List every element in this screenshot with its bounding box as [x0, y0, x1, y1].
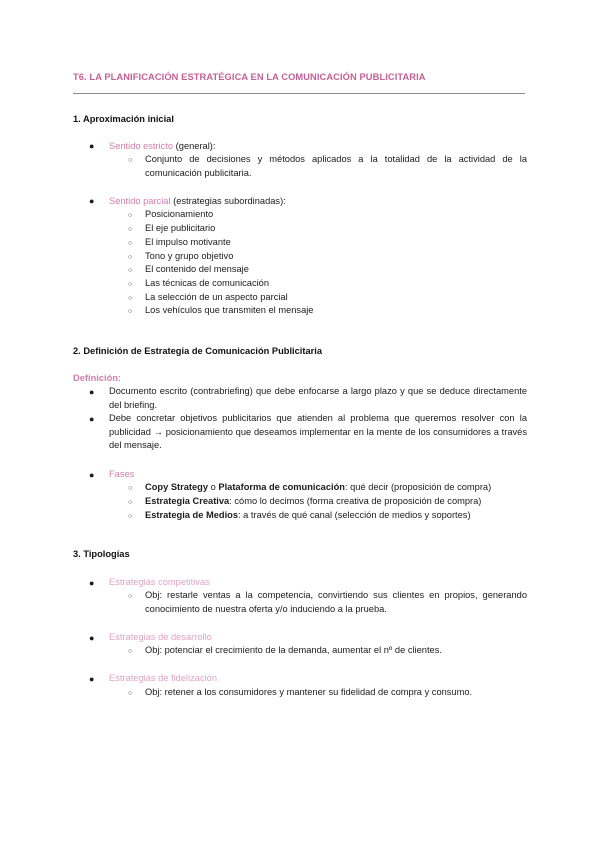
tipologia-objetivo: Obj: potenciar el crecimiento de la demanda, aumentar el nº de clientes. [145, 645, 442, 655]
fase-connector: o [208, 482, 219, 492]
list-item: La selección de un aspecto parcial [145, 292, 288, 302]
list-item: El contenido del mensaje [145, 264, 249, 274]
sub-bullet-icon: ○ [128, 212, 133, 219]
list-item: Posicionamiento [145, 209, 214, 219]
sub-bullet-icon: ○ [128, 308, 133, 315]
sentido-parcial-line [109, 195, 286, 208]
sub-bullet-icon: ○ [128, 513, 133, 520]
fase-description: : qué decir (proposición de compra) [344, 482, 492, 492]
sub-bullet-icon: ○ [128, 240, 133, 247]
definicion-label: Definición: [73, 373, 122, 383]
list-item: Conjunto de decisiones y métodos aplicados a la totalidad de la actividad de la comunicación publicitaria. [145, 154, 527, 178]
bullet-icon: ● [89, 387, 95, 397]
sub-bullet-icon: ○ [128, 593, 133, 600]
fase-term: Plataforma de comunicación [218, 482, 345, 492]
sentido-estricto-label: Sentido estricto [109, 141, 174, 151]
sub-bullet-icon: ○ [128, 157, 133, 164]
definicion-item: Debe concretar objetivos publicitarios que atienden al problema que queremos resolver con la publicidad → posicionamiento que deseamos implementar en la mente de los consumidores a través del mensaje. [109, 413, 527, 450]
fase-description: : cómo lo decimos (forma creativa de proposición de compra) [229, 496, 482, 506]
fase-description: : a través de qué canal (selección de medios y soportes) [238, 510, 471, 520]
tipologia-label: Estrategias de desarrollo [109, 632, 212, 642]
fases-label: Fases [109, 469, 135, 479]
fase-term: Estrategia de Medios [145, 510, 238, 520]
bullet-icon: ● [89, 414, 95, 424]
title-divider [73, 93, 525, 94]
list-item: El eje publicitario [145, 223, 216, 233]
list-item: Los vehículos que transmiten el mensaje [145, 305, 314, 315]
tipologia-objetivo: Obj: restarle ventas a la competencia, convirtiendo sus clientes en propios, generando conocimiento de nuestra oferta y/o induciendo a la prueba. [145, 590, 527, 614]
tipologia-label: Estrategias competitivas [109, 577, 210, 587]
definicion-item: Documento escrito (contrabriefing) que debe enfocarse a largo plazo y que se deduce directamente del briefing. [109, 386, 527, 410]
sub-bullet-icon: ○ [128, 267, 133, 274]
bullet-icon: ● [89, 674, 95, 684]
sentido-estricto-line [109, 140, 215, 153]
sentido-parcial-suffix: (estrategias subordinadas): [170, 196, 286, 206]
sub-bullet-icon: ○ [128, 281, 133, 288]
bullet-icon: ● [89, 141, 95, 151]
fase-item [145, 481, 527, 495]
section-3-heading: 3. Tipologías [73, 549, 130, 559]
section-2-heading: 2. Definición de Estrategia de Comunicación Publicitaria [73, 346, 323, 356]
tipologia-label: Estrategias de fidelización [109, 673, 218, 683]
sub-bullet-icon: ○ [128, 648, 133, 655]
sentido-parcial-label: Sentido parcial [109, 196, 171, 206]
section-1-heading: 1. Aproximación inicial [73, 114, 174, 124]
bullet-icon: ● [89, 470, 95, 480]
fase-term: Estrategia Creativa [145, 496, 230, 506]
sub-bullet-icon: ○ [128, 254, 133, 261]
bullet-icon: ● [89, 633, 95, 643]
sub-bullet-icon: ○ [128, 226, 133, 233]
bullet-icon: ● [89, 578, 95, 588]
sub-bullet-icon: ○ [128, 690, 133, 697]
fase-term: Copy Strategy [145, 482, 209, 492]
list-item: El impulso motivante [145, 237, 231, 247]
sub-bullet-icon: ○ [128, 295, 133, 302]
list-item: Las técnicas de comunicación [145, 278, 270, 288]
sub-bullet-icon: ○ [128, 499, 133, 506]
fase-item [145, 495, 527, 509]
page-title: T6. LA PLANIFICACIÓN ESTRATÉGICA EN LA COMUNICACIÓN PUBLICITARIA [73, 72, 426, 82]
tipologia-objetivo: Obj: retener a los consumidores y mantener su fidelidad de compra y consumo. [145, 687, 473, 697]
sub-bullet-icon: ○ [128, 485, 133, 492]
bullet-icon: ● [89, 196, 95, 206]
sentido-estricto-suffix: (general): [173, 141, 216, 151]
list-item: Tono y grupo objetivo [145, 251, 234, 261]
fase-item [145, 509, 527, 523]
